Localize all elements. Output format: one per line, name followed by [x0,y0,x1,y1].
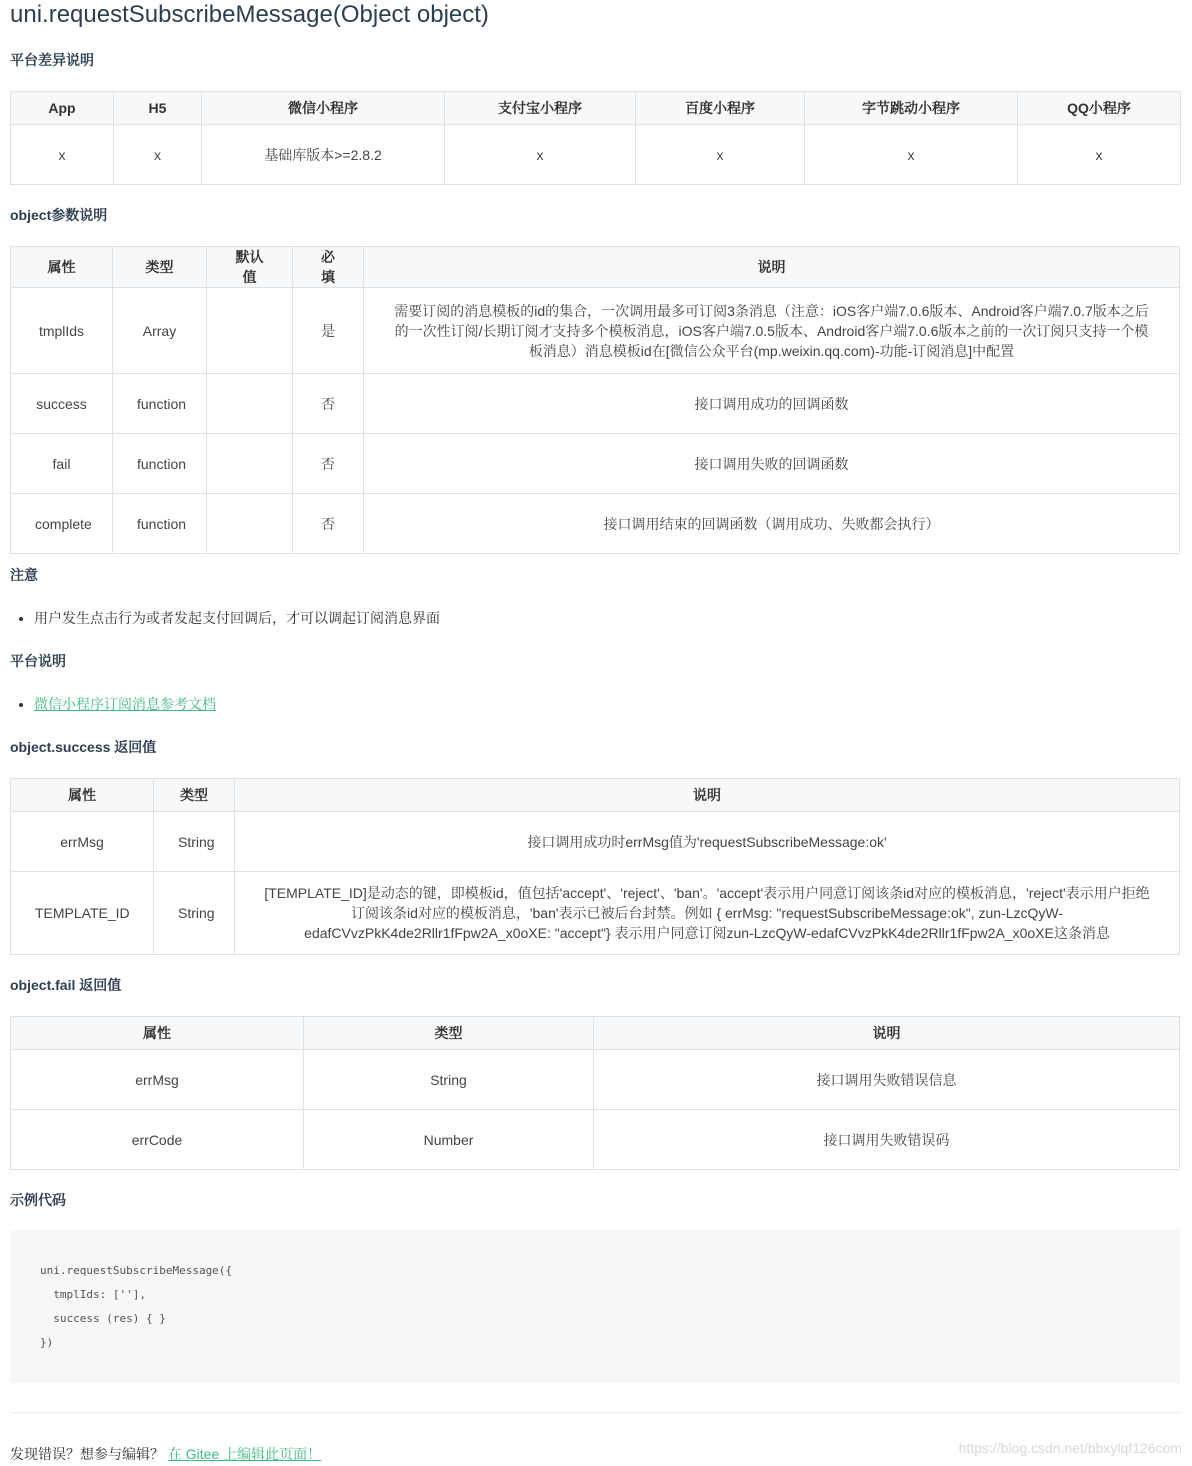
table-cell: String [154,812,235,872]
column-header: 百度小程序 [636,92,805,125]
table-cell: x [805,125,1018,185]
column-header: 必填 [293,247,364,288]
table-cell: 接口调用成功的回调函数 [364,374,1180,434]
table-cell: 是 [293,288,364,374]
table-cell: errMsg [11,1050,304,1110]
column-header: 类型 [304,1017,594,1050]
table-cell: 接口调用失败的回调函数 [364,434,1180,494]
column-header: 属性 [11,1017,304,1050]
table-cell: fail [11,434,113,494]
platform-notes-list [10,694,216,714]
table-row [11,434,1180,494]
table-cell: 否 [293,374,364,434]
table-row [11,125,1181,185]
table-header-row [11,779,1180,812]
column-header: QQ小程序 [1018,92,1181,125]
platform-diff-heading: 平台差异说明 [10,52,94,68]
table-cell: x [1018,125,1181,185]
table-row [11,872,1180,955]
table-cell: x [445,125,636,185]
table-cell: 基础库版本>=2.8.2 [202,125,445,185]
column-header: 属性 [11,779,154,812]
example-heading: 示例代码 [10,1192,66,1208]
table-cell: x [114,125,202,185]
table-cell: 接口调用失败错误码 [594,1110,1180,1170]
column-header: 微信小程序 [202,92,445,125]
table-row [11,812,1180,872]
table-cell: 否 [293,434,364,494]
divider [10,1412,1180,1413]
column-header: 支付宝小程序 [445,92,636,125]
table-row [11,374,1180,434]
column-header: H5 [114,92,202,125]
table-row [11,494,1180,554]
table-cell [207,374,293,434]
table-cell: success [11,374,113,434]
column-header: 默认值 [207,247,293,288]
table-cell: complete [11,494,113,554]
table-cell: x [636,125,805,185]
notice-heading: 注意 [10,567,38,583]
page-title: uni.requestSubscribeMessage(Object object) [10,1,489,28]
table-cell: Array [113,288,207,374]
table-header-row [11,1017,1180,1050]
list-item: • 用户发生点击行为或者发起支付回调后，才可以调起订阅消息界面 [34,608,440,628]
table-cell: function [113,494,207,554]
table-row [11,1110,1180,1170]
success-return-heading: object.success 返回值 [10,739,157,755]
watermark: https://blog.csdn.net/bbxylqf126com [958,1440,1182,1456]
list-item [34,694,216,714]
table-cell: function [113,374,207,434]
table-cell: 接口调用结束的回调函数（调用成功、失败都会执行） [364,494,1180,554]
column-header: 说明 [235,779,1180,812]
footer-text: 发现错误？想参与编辑？ [10,1446,164,1462]
column-header: App [11,92,114,125]
table-cell: 接口调用成功时errMsg值为'requestSubscribeMessage:ok' [235,812,1180,872]
table-cell: 需要订阅的消息模板的id的集合，一次调用最多可订阅3条消息（注意：iOS客户端7.0.6版本、Android客户端7.0.7版本之后的一次性订阅/长期订阅才支持多个模板消息，iOS客户端7.0.5版本、Android客户端7.0.6版本之前的一次订阅只支持一个模板消息）消息模板id在[微信公众平台(mp.weixin.qq.com)-功能-订阅消息]中配置 [364,288,1180,374]
code-block [10,1230,1180,1383]
table-cell: [TEMPLATE_ID]是动态的键，即模板id，值包括'accept'、'reject'、'ban'。'accept'表示用户同意订阅该条id对应的模板消息，'reject'表示用户拒绝订阅该条id对应的模板消息，'ban'表示已被后台封禁。例如 { errMsg: "requestSubscribeMessage:ok", zun-LzcQyW-edafCVvzPkK4de2Rllr1fFpw2A_x0oXE: "accept"} 表示用户同意订阅zun-LzcQyW-edafCVvzPkK4de2Rllr1fFpw2A_x0oXE这条消息 [235,872,1180,955]
object-params-table [10,246,1180,554]
notice-list [10,608,440,628]
table-cell [207,288,293,374]
table-row [11,1050,1180,1110]
footer [10,1444,321,1464]
table-cell: x [11,125,114,185]
table-cell: 接口调用失败错误信息 [594,1050,1180,1110]
fail-return-heading: object.fail 返回值 [10,977,122,993]
column-header: 类型 [113,247,207,288]
table-cell: String [304,1050,594,1110]
table-cell: String [154,872,235,955]
table-header-row [11,247,1180,288]
table-cell: function [113,434,207,494]
table-cell [207,434,293,494]
table-cell [207,494,293,554]
platform-notes-heading: 平台说明 [10,653,66,669]
table-row [11,288,1180,374]
column-header: 说明 [364,247,1180,288]
column-header: 属性 [11,247,113,288]
object-params-heading: object参数说明 [10,207,108,223]
table-cell: Number [304,1110,594,1170]
column-header: 说明 [594,1017,1180,1050]
table-cell: tmplIds [11,288,113,374]
example-code: uni.requestSubscribeMessage({ tmplIds: [''], success (res) { } }) [40,1264,233,1349]
table-header-row [11,92,1181,125]
column-header: 类型 [154,779,235,812]
table-cell: errCode [11,1110,304,1170]
table-cell: TEMPLATE_ID [11,872,154,955]
fail-return-table [10,1016,1180,1170]
platform-diff-table [10,91,1181,185]
column-header: 字节跳动小程序 [805,92,1018,125]
table-cell: 否 [293,494,364,554]
wechat-subscribe-docs-link[interactable]: 微信小程序订阅消息参考文档 [34,696,216,712]
table-cell: errMsg [11,812,154,872]
success-return-table [10,778,1180,955]
edit-on-gitee-link[interactable]: 在 Gitee 上编辑此页面！ [167,1446,322,1462]
